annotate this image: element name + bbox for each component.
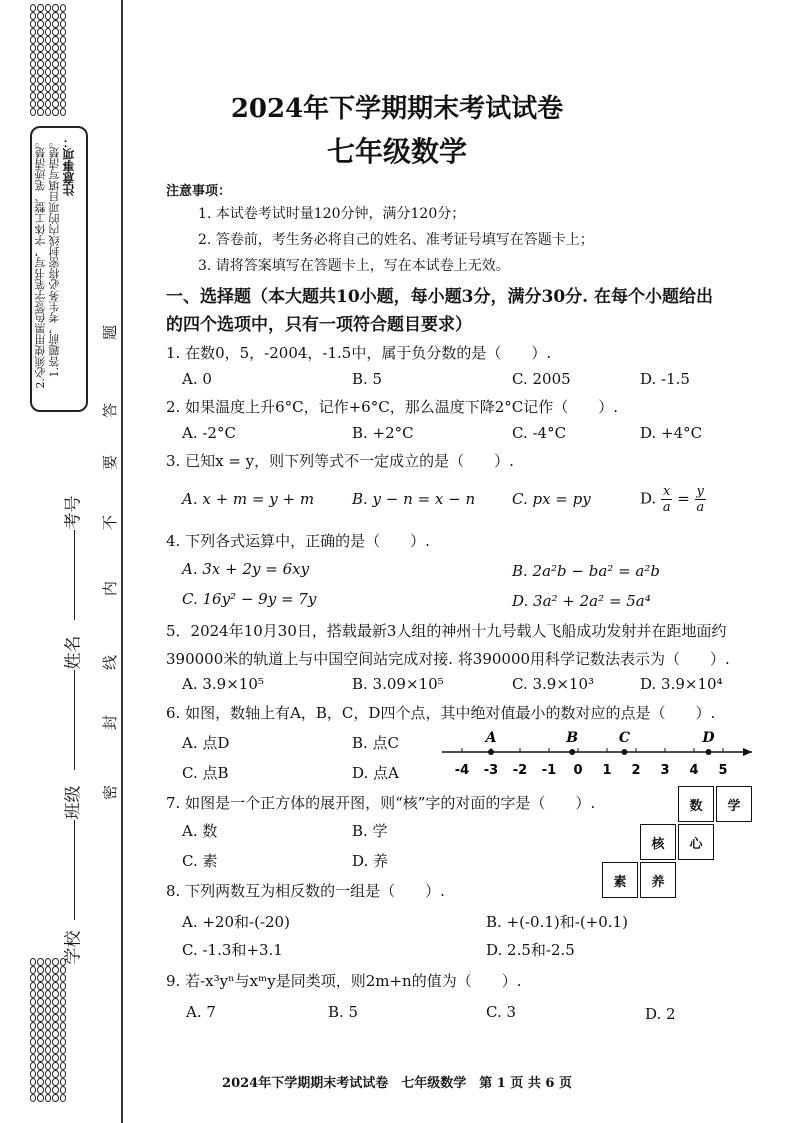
axis-tick-label: 3: [660, 763, 670, 778]
fraction-x-over-a: [661, 484, 672, 515]
ring-row: [30, 68, 66, 76]
binding-ring: [37, 28, 43, 36]
q6-option-a[interactable]: A. 点D: [182, 734, 230, 752]
point-label: B: [566, 730, 579, 746]
binding-ring: [45, 1022, 51, 1030]
binding-ring: [60, 60, 66, 68]
axis-tick-label: 2: [631, 763, 641, 778]
q8-option-d[interactable]: D. 2.5和-2.5: [486, 941, 575, 959]
q5-option-a[interactable]: A. 3.9×10⁵: [182, 675, 264, 693]
ring-row: [30, 1054, 66, 1062]
q8-option-c[interactable]: C. -1.3和+3.1: [182, 941, 283, 959]
binding-ring: [60, 1030, 66, 1038]
binding-ring: [30, 44, 36, 52]
question-4: 4. 下列各式运算中，正确的是（ ）.: [166, 532, 430, 550]
side-notice-1: 1.答题前，考生务必将密封线内的项目填写清楚。: [48, 136, 61, 378]
binding-ring: [45, 1046, 51, 1054]
q2-option-d[interactable]: D. +4°C: [640, 424, 703, 442]
binding-ring: [30, 1006, 36, 1014]
q9-option-b[interactable]: B. 5: [328, 1003, 359, 1021]
binding-ring: [45, 28, 51, 36]
net-cell: 学: [716, 786, 752, 822]
binding-ring: [52, 4, 58, 12]
binding-ring: [60, 982, 66, 990]
question-7: 7. 如图是一个正方体的展开图，则“核”字的对面的字是（ ）.: [166, 794, 596, 812]
binding-ring: [60, 990, 66, 998]
binding-ring: [30, 12, 36, 20]
q8-option-a[interactable]: A. +20和-(-20): [182, 913, 290, 931]
note-item: 1. 本试卷考试时量120分钟，满分120分；: [198, 206, 466, 222]
binding-ring: [45, 1038, 51, 1046]
point-d: [706, 749, 712, 755]
note-item: 3. 请将答案填写在答题卡上，写在本试卷上无效。: [198, 258, 510, 274]
binding-ring: [37, 998, 43, 1006]
ring-row: [30, 966, 66, 974]
axis-tick-label: -2: [512, 763, 528, 778]
binding-ring: [52, 966, 58, 974]
point-a: [488, 749, 494, 755]
q9-option-a[interactable]: A. 7: [186, 1003, 216, 1021]
binding-ring: [30, 1022, 36, 1030]
binding-ring: [37, 974, 43, 982]
binding-ring: [45, 68, 51, 76]
binding-ring: [30, 1030, 36, 1038]
net-cell: 素: [602, 862, 638, 898]
binding-ring: [30, 1094, 36, 1102]
binding-ring: [37, 966, 43, 974]
binding-ring: [37, 1038, 43, 1046]
denominator: a: [662, 500, 671, 515]
binding-ring: [52, 998, 58, 1006]
binding-ring: [60, 998, 66, 1006]
number-line-figure: [438, 720, 758, 784]
q7-option-c[interactable]: C. 素: [182, 852, 218, 870]
question-2: 2. 如果温度上升6°C，记作+6°C，那么温度下降2°C记作（ ）.: [166, 398, 618, 416]
binding-ring: [52, 1046, 58, 1054]
binding-ring: [45, 44, 51, 52]
q4-option-a[interactable]: A. 3x + 2y = 6xy: [182, 560, 310, 578]
binding-ring: [30, 982, 36, 990]
binding-ring: [60, 12, 66, 20]
seal-word: 要: [101, 454, 120, 471]
binding-ring: [60, 1014, 66, 1022]
point-label: D: [702, 730, 715, 746]
binding-ring: [30, 990, 36, 998]
ring-row: [30, 1014, 66, 1022]
axis-tick-label: 0: [573, 763, 583, 778]
binding-ring: [45, 974, 51, 982]
binding-ring: [30, 1054, 36, 1062]
q1-option-d[interactable]: D. -1.5: [640, 370, 690, 388]
seal-word: 线: [101, 654, 120, 671]
binding-ring: [52, 1030, 58, 1038]
binding-ring: [45, 990, 51, 998]
binding-ring: [52, 12, 58, 20]
axis-tick-label: -1: [541, 763, 557, 778]
binding-ring: [52, 20, 58, 28]
binding-ring: [37, 1054, 43, 1062]
ring-row: [30, 52, 66, 60]
seal-word: 内: [101, 580, 120, 597]
binding-ring: [52, 1022, 58, 1030]
axis-tick-label: 4: [689, 763, 699, 778]
binding-ring: [37, 1030, 43, 1038]
binding-ring: [45, 982, 51, 990]
ring-row: [30, 4, 66, 12]
q8-option-b[interactable]: B. +(-0.1)和-(+0.1): [486, 913, 628, 931]
q3-option-d[interactable]: [640, 484, 706, 515]
q5-option-d[interactable]: D. 3.9×10⁴: [640, 675, 723, 693]
name-line[interactable]: [74, 670, 75, 770]
q2-option-b[interactable]: B. +2°C: [352, 424, 414, 442]
binding-ring: [52, 28, 58, 36]
binding-ring: [60, 966, 66, 974]
seal-word: 密: [101, 784, 120, 801]
binding-ring: [30, 1046, 36, 1054]
binding-ring: [60, 36, 66, 44]
binding-ring: [30, 36, 36, 44]
binding-ring: [30, 76, 36, 84]
binding-ring: [60, 1054, 66, 1062]
binding-ring: [37, 990, 43, 998]
binding-ring: [45, 1062, 51, 1070]
binding-ring: [52, 1094, 58, 1102]
binding-ring: [37, 76, 43, 84]
ring-row: [30, 28, 66, 36]
binding-ring: [45, 36, 51, 44]
equals-sign: =: [677, 489, 690, 508]
seal-word: 答: [101, 402, 120, 419]
ring-row: [30, 36, 66, 44]
binding-ring: [52, 52, 58, 60]
ring-row: [30, 1022, 66, 1030]
exam-title: 2024年下学期期末考试试卷: [230, 94, 564, 124]
seal-word: 封: [101, 714, 120, 731]
binding-ring: [37, 12, 43, 20]
ring-row: [30, 76, 66, 84]
side-notice-title: 注意事项：: [62, 136, 76, 196]
binding-ring: [37, 958, 43, 966]
numerator: y: [696, 484, 704, 499]
q4-option-d[interactable]: D. 3a² + 2a² = 5a⁴: [512, 592, 651, 610]
side-notice-2: 2.必须使用黑色签字笔书写，字体工整、笔迹清楚。: [34, 136, 47, 389]
binding-ring: [60, 52, 66, 60]
net-cell: 心: [678, 824, 714, 860]
q1-option-b[interactable]: B. 5: [352, 370, 383, 388]
net-cell: 数: [678, 786, 714, 822]
binding-ring: [30, 1062, 36, 1070]
binding-ring: [52, 60, 58, 68]
binding-ring: [45, 76, 51, 84]
binding-ring: [45, 20, 51, 28]
q1-option-a[interactable]: A. 0: [182, 370, 212, 388]
net-cell-he: 核: [640, 824, 676, 860]
ring-row: [30, 12, 66, 20]
binding-ring: [30, 958, 36, 966]
axis-tick-label: -4: [454, 763, 470, 778]
point-b: [569, 749, 575, 755]
note-item: 2. 答卷前，考生务必将自己的姓名、准考证号填写在答题卡上；: [198, 232, 594, 248]
binding-ring: [30, 60, 36, 68]
q4-option-c[interactable]: C. 16y² − 9y = 7y: [182, 590, 317, 608]
question-3: 3. 已知x = y，则下列等式不一定成立的是（ ）.: [166, 452, 514, 470]
binding-ring: [37, 36, 43, 44]
binding-ring: [37, 44, 43, 52]
binding-ring: [37, 52, 43, 60]
axis-tick-label: -3: [483, 763, 499, 778]
binding-ring: [52, 1062, 58, 1070]
binding-ring: [45, 12, 51, 20]
binding-ring: [37, 1046, 43, 1054]
binding-ring: [37, 1014, 43, 1022]
ring-row: [30, 44, 66, 52]
question-9: 9. 若-x³yⁿ与xᵐy是同类项，则2m+n的值为（ ）.: [166, 972, 522, 990]
binding-ring: [60, 1022, 66, 1030]
ring-row: [30, 1006, 66, 1014]
axis-tick-label: 1: [602, 763, 612, 778]
binding-ring: [30, 1038, 36, 1046]
fraction-y-over-a: [695, 484, 706, 515]
binding-ring: [37, 20, 43, 28]
binding-ring: [37, 68, 43, 76]
binding-ring: [30, 52, 36, 60]
binding-ring: [60, 68, 66, 76]
binding-ring: [45, 1006, 51, 1014]
binding-ring: [52, 982, 58, 990]
question-6: 6. 如图，数轴上有A，B，C，D四个点，其中绝对值最小的数对应的点是（ ）.: [166, 704, 716, 722]
q9-option-d[interactable]: D. 2: [645, 1005, 676, 1023]
ring-row: [30, 1038, 66, 1046]
q2-option-a[interactable]: A. -2°C: [182, 424, 236, 442]
binding-ring: [60, 1046, 66, 1054]
binding-ring: [52, 1054, 58, 1062]
class-label: 班级: [63, 785, 84, 820]
binding-ring: [60, 1038, 66, 1046]
binding-ring: [37, 982, 43, 990]
seal-word: 不: [101, 514, 120, 531]
binding-ring: [45, 1014, 51, 1022]
binding-ring: [37, 60, 43, 68]
binding-ring: [45, 52, 51, 60]
q3-option-b[interactable]: B. y − n = x − n: [352, 490, 476, 508]
page-footer: 2024年下学期期末考试试卷 七年级数学 第 1 页 共 6 页: [222, 1076, 572, 1091]
binding-ring: [45, 1094, 51, 1102]
numerator: x: [663, 484, 671, 499]
seal-word: 题: [101, 324, 120, 341]
binding-ring: [60, 20, 66, 28]
binding-ring: [45, 998, 51, 1006]
question-5: 5．2024年10月30日，搭载最新3人组的神州十九号载人飞船成功发射并在距地面约: [166, 622, 727, 640]
binding-ring: [37, 4, 43, 12]
axis-tick-label: 5: [718, 763, 728, 778]
q1-option-c[interactable]: C. 2005: [512, 370, 571, 388]
q9-option-c[interactable]: C. 3: [486, 1003, 517, 1021]
q7-option-d[interactable]: D. 养: [352, 852, 389, 870]
binding-ring: [37, 1022, 43, 1030]
q2-option-c[interactable]: C. -4°C: [512, 424, 567, 442]
net-cell: 养: [640, 862, 676, 898]
ring-row: [30, 974, 66, 982]
point-label: C: [618, 730, 630, 746]
ring-row: [30, 998, 66, 1006]
binding-ring: [45, 966, 51, 974]
binding-ring: [52, 1038, 58, 1046]
binding-ring: [52, 1006, 58, 1014]
q7-option-a[interactable]: A. 数: [182, 822, 218, 840]
q5-option-b[interactable]: B. 3.09×10⁵: [352, 675, 444, 693]
question-5-cont: 390000米的轨道上与中国空间站完成对接. 将390000用科学记数法表示为（ ）.: [166, 650, 730, 668]
ring-row: [30, 1046, 66, 1054]
binding-ring: [37, 1062, 43, 1070]
binding-ring: [52, 76, 58, 84]
binding-ring: [52, 974, 58, 982]
exam-subject: 七年级数学: [326, 135, 467, 168]
binding-ring: [60, 1094, 66, 1102]
question-1: 1. 在数0，5，-2004，-1.5中，属于负分数的是（ ）.: [166, 344, 552, 362]
binding-ring: [37, 1006, 43, 1014]
ring-row: [30, 1030, 66, 1038]
q6-option-d[interactable]: D. 点A: [352, 764, 399, 782]
binding-ring: [60, 4, 66, 12]
exam-number-line[interactable]: [74, 530, 75, 620]
ring-row: [30, 1094, 66, 1102]
binding-ring: [45, 60, 51, 68]
q3-option-c[interactable]: C. px = py: [512, 490, 591, 508]
binding-ring: [30, 28, 36, 36]
section-heading-cont: 的四个选项中，只有一项符合题目要求）: [166, 315, 472, 335]
binding-ring: [30, 20, 36, 28]
class-line[interactable]: [74, 820, 75, 920]
q3-option-a[interactable]: A. x + m = y + m: [182, 490, 315, 508]
binding-ring: [45, 4, 51, 12]
binding-ring: [60, 76, 66, 84]
ring-row: [30, 982, 66, 990]
name-label: 姓名: [63, 635, 84, 670]
q7-option-b[interactable]: B. 学: [352, 822, 388, 840]
ring-row: [30, 1062, 66, 1070]
ring-row: [30, 20, 66, 28]
binding-ring: [30, 974, 36, 982]
binding-ring: [60, 974, 66, 982]
binding-ring: [37, 1094, 43, 1102]
q5-option-c[interactable]: C. 3.9×10³: [512, 675, 595, 693]
binding-ring: [45, 1030, 51, 1038]
question-8: 8. 下列两数互为相反数的一组是（ ）.: [166, 882, 445, 900]
binding-ring: [30, 998, 36, 1006]
q6-option-c[interactable]: C. 点B: [182, 764, 229, 782]
binding-ring: [52, 36, 58, 44]
axis-arrow: [743, 748, 752, 756]
ring-row: [30, 60, 66, 68]
section-heading: 一、选择题（本大题共10小题，每小题3分，满分30分. 在每个小题给出: [166, 287, 713, 307]
notes-heading: 注意事项：: [166, 184, 232, 199]
binding-ring: [52, 990, 58, 998]
binding-ring: [60, 1006, 66, 1014]
binding-ring: [52, 1014, 58, 1022]
denominator: a: [696, 500, 705, 515]
binding-ring: [52, 44, 58, 52]
binding-ring: [30, 4, 36, 12]
binding-ring: [60, 1062, 66, 1070]
exam-number-label: 考号: [63, 495, 84, 530]
q3-option-d-label: D.: [640, 489, 657, 508]
binding-ring: [45, 958, 51, 966]
q6-option-b[interactable]: B. 点C: [352, 734, 400, 752]
binding-ring: [30, 68, 36, 76]
point-c: [621, 749, 627, 755]
school-label: 学校: [63, 930, 84, 965]
point-label: A: [485, 730, 497, 746]
binding-ring: [60, 44, 66, 52]
binding-ring: [60, 28, 66, 36]
binding-ring: [45, 1054, 51, 1062]
q4-option-b[interactable]: B. 2a²b − ba² = a²b: [512, 562, 660, 580]
ring-row: [30, 990, 66, 998]
binding-ring: [30, 966, 36, 974]
binding-ring: [52, 68, 58, 76]
binding-ring: [30, 1014, 36, 1022]
